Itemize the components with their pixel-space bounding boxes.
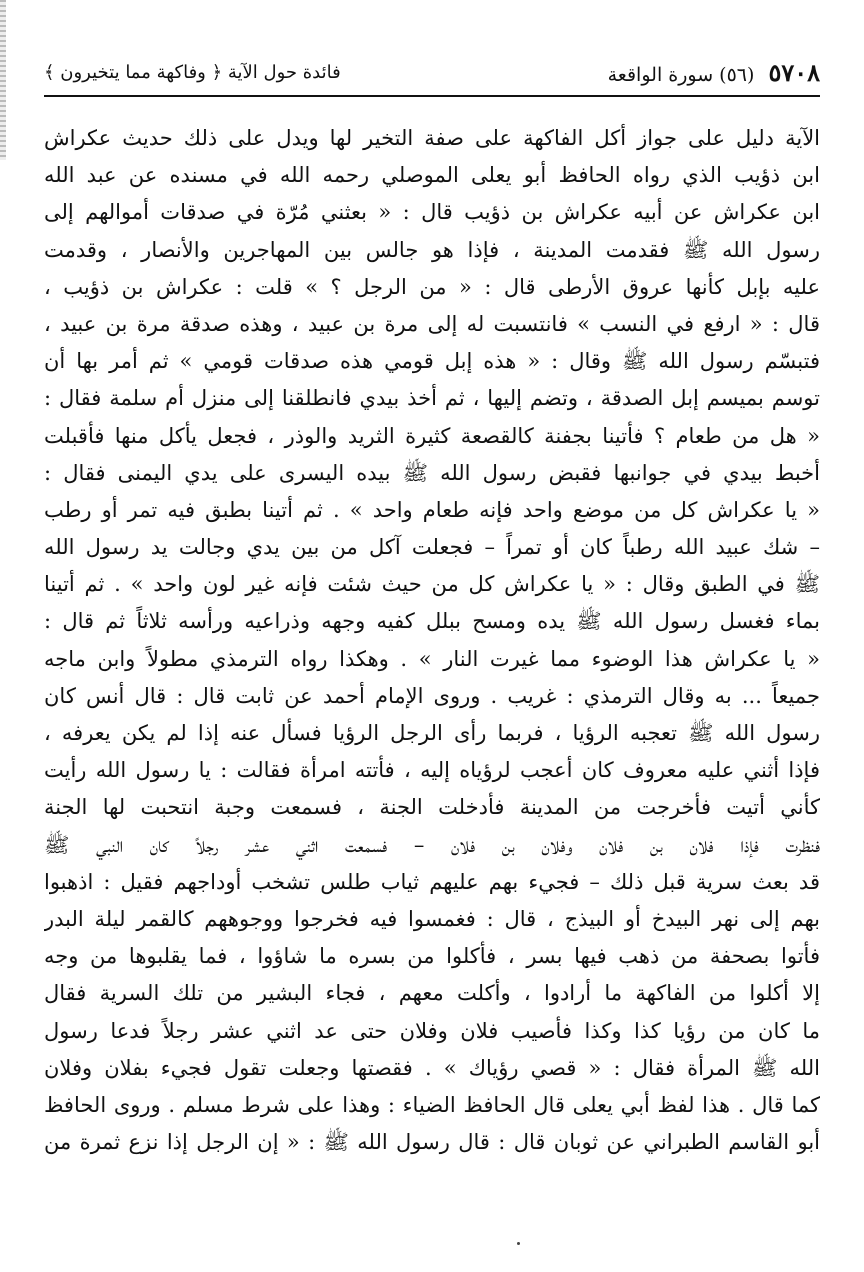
surah-info: (٥٦) سورة الواقعة <box>607 63 755 86</box>
text-line: ما كان من رؤيا كذا وكذا فأصيب فلان وفلان حتى عد اثني عشر رجلاً فدعا رسول <box>44 1018 820 1043</box>
text-line: عليه بإبل كأنها عروق الأرطى قال : « من الرجل ؟ » قلت : عكراش بن ذؤيب ، <box>44 274 820 299</box>
text-line: « هل من طعام ؟ فأتينا بجفنة كالقصعة كثيرة الثريد والوذر ، فجعل يأكل منها فأقبلت <box>44 423 820 448</box>
page-header <box>44 52 820 92</box>
text-line: جميعاً ... به وقال الترمذي : غريب . وروى الإمام أحمد عن ثابت قال : قال أنس كان <box>44 683 820 708</box>
text-line: ﷺ في الطبق وقال : « يا عكراش كل من حيث شئت فإنه غير لون واحد » . ثم أتينا <box>44 572 820 597</box>
text-line: – شك عبيد الله رطباً كان أو تمراً – فجعلت آكل من بين يدي وجالت يد رسول الله <box>44 535 820 560</box>
text-line: أبو القاسم الطبراني عن ثوبان قال : قال رسول الله ﷺ : « إن الرجل إذا نزع ثمرة من <box>44 1130 820 1155</box>
page-number: ٥٧٠٨ <box>768 57 820 87</box>
text-line: كأني أتيت فأخرجت من المدينة فأدخلت الجنة ، فسمعت وجبة انتحبت لها الجنة <box>44 795 820 820</box>
text-line: ابن ذؤيب الذي رواه الحافظ أبو يعلى الموصلي رحمه الله في مسنده عن عبد الله <box>44 163 820 188</box>
text-line: فتبسّم رسول الله ﷺ وقال : « هذه إبل قومي هذه صدقات قومي » ثم أمر بها أن <box>44 349 820 374</box>
text-line: بماء فغسل رسول الله ﷺ يده ومسح ببلل كفيه وجهه وذراعيه ورأسه ثلاثاً ثم قال : <box>44 609 820 634</box>
text-line: ابن عكراش عن أبيه عكراش بن ذؤيب قال : « بعثني مُرّة في صدقات أموالهم إلى <box>44 200 820 225</box>
running-title: فائدة حول الآية ﴿ وفاكهة مما يتخيرون ﴾ <box>44 61 341 83</box>
scanned-page-edge <box>0 0 6 160</box>
text-line: « يا عكراش هذا الوضوء مما غيرت النار » . وهكذا رواه الترمذي مطولاً وابن ماجه <box>44 646 820 671</box>
scan-speck <box>517 1242 520 1245</box>
text-line: فإذا أثني عليه معروف كان أعجب لرؤياه إليه ، فأتته امرأة فقالت : يا رسول الله رأيت <box>44 758 820 783</box>
text-line: كما قال . هذا لفظ أبي يعلى قال الحافظ الضياء : وهذا على شرط مسلم . وروى الحافظ <box>44 1092 820 1117</box>
text-line: الآية دليل على جواز أكل الفاكهة على صفة التخير لها ويدل على ذلك حديث عكراش <box>44 126 820 150</box>
text-line: قد بعث سرية قبل ذلك – فجيء بهم عليهم ثياب طلس تشخب أوداجهم فقيل : اذهبوا <box>44 869 820 894</box>
text-line: الله ﷺ المرأة فقال : « قصي رؤياك » . فقصتها وجعلت تقول فجيء بفلان وفلان <box>44 1055 820 1080</box>
header-right-group <box>608 58 820 87</box>
text-line: أخبط بيدي في جوانبها فقبض رسول الله ﷺ بيده اليسرى على يدي اليمنى فقال : <box>44 460 820 485</box>
text-line: رسول الله ﷺ فقدمت المدينة ، فإذا هو جالس بين المهاجرين والأنصار ، وقدمت <box>44 237 820 262</box>
text-line: بهم إلى نهر البيدخ أو البيذج ، قال : فغمسوا فيه فخرجوا ووجوههم كالقمر ليلة البدر <box>44 906 820 931</box>
text-line: رسول الله ﷺ تعجبه الرؤيا ، فربما رأى الرجل الرؤيا فسأل عنه إذا لم يكن يعرفه ، <box>44 721 820 745</box>
text-line: فأتوا بصحفة من ذهب فيها بسر ، فأكلوا من بسره ما شاؤوا ، فما يقلبوها من وجه <box>44 944 820 969</box>
text-line: « يا عكراش كل من موضع واحد فإنه طعام واحد » . ثم أتينا بطبق فيه تمر أو رطب <box>44 497 820 522</box>
text-line: توسم بميسم إبل الصدقة ، وتضم إليها ، ثم أخذ بيدي فانطلقنا إلى منزل أم سلمة فقال : <box>44 386 820 411</box>
header-divider <box>44 95 820 97</box>
text-line: فنظرت فإذا فلان بن فلان وفلان بن فلان – فسمعت اثني عشر رجلاً كان النبي ﷺ <box>44 832 820 857</box>
text-line: قال : « ارفع في النسب » فانتسبت له إلى مرة بن عبيد ، وهذه صدقة مرة بن عبيد ، <box>44 311 820 336</box>
text-line: إلا أكلوا من الفاكهة ما أرادوا ، وأكلت معهم ، فجاء البشير من تلك السرية فقال <box>44 981 820 1006</box>
body-text <box>44 120 820 1161</box>
